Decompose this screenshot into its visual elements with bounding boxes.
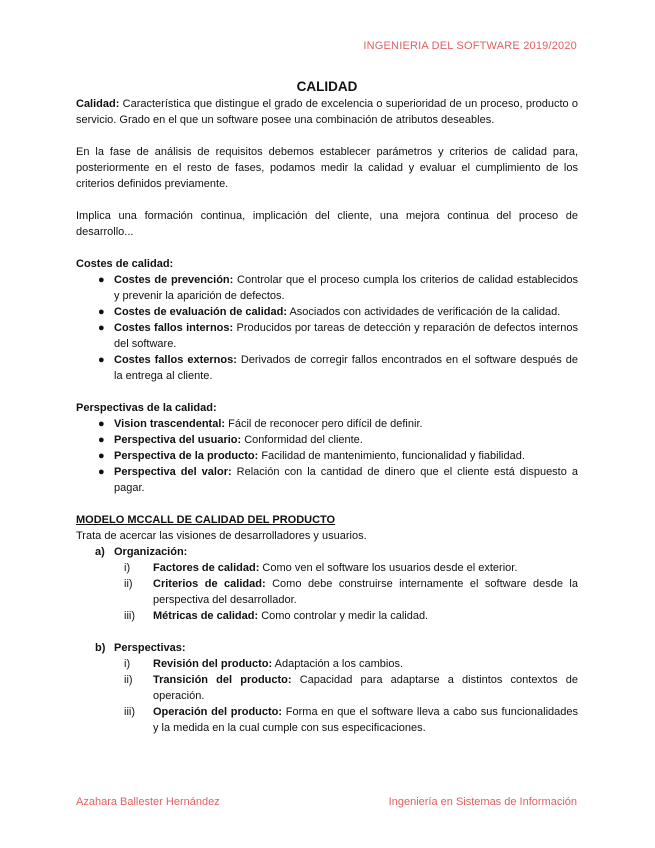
section-label: a) xyxy=(95,546,105,558)
intro-definition-text: Característica que distingue el grado de excelencia o superioridad de un proceso, producto o servicio. Grado en el que un software posee una combinación de atributos deseables. xyxy=(76,98,578,126)
footer-program: Ingeniería en Sistemas de Información xyxy=(388,796,577,808)
item-text: Derivados de corregir fallos encontrados en el software después de la entrega al cliente. xyxy=(114,354,578,382)
list-item xyxy=(76,672,578,704)
costes-list xyxy=(76,272,578,384)
page-content xyxy=(76,79,578,736)
bullet-icon: ● xyxy=(98,306,105,318)
list-item xyxy=(76,448,578,464)
item-term: Perspectiva de la producto: xyxy=(114,450,259,462)
page-header: INGENIERIA DEL SOFTWARE 2019/2020 xyxy=(363,40,577,52)
item-number: ii) xyxy=(124,578,133,590)
list-item xyxy=(76,576,578,608)
item-number: iii) xyxy=(124,706,135,718)
intro-paragraph-3: Implica una formación continua, implicación del cliente, una mejora continua del proceso de desarrollo... xyxy=(76,210,578,238)
list-item xyxy=(76,320,578,352)
item-term: Revisión del producto: xyxy=(153,658,273,670)
bullet-icon: ● xyxy=(98,274,105,286)
section-title: Perspectivas: xyxy=(114,642,186,654)
mccall-section-perspectivas xyxy=(76,640,578,656)
item-text: Controlar que el proceso cumpla los criterios de calidad establecidos y prevenir la aparición de defectos. xyxy=(114,274,578,302)
item-text: Producidos por tareas de detección y reparación de defectos internos del software. xyxy=(114,322,578,350)
item-number: iii) xyxy=(124,610,135,622)
organizacion-list xyxy=(76,560,578,624)
bullet-icon: ● xyxy=(98,450,105,462)
page-title: CALIDAD xyxy=(296,79,358,94)
item-text: Conformidad del cliente. xyxy=(241,434,363,446)
section-title: Organización: xyxy=(114,546,188,558)
perspectivas-mccall-list xyxy=(76,656,578,736)
item-term: Perspectiva del usuario: xyxy=(114,434,242,446)
bullet-icon: ● xyxy=(98,322,105,334)
list-item xyxy=(76,560,578,576)
intro-term: Calidad: xyxy=(76,98,120,110)
bullet-icon: ● xyxy=(98,434,105,446)
item-text: Como debe construirse internamente el software desde la perspectiva del desarrollador. xyxy=(153,578,578,606)
item-number: i) xyxy=(124,562,131,574)
list-item xyxy=(76,416,578,432)
list-item xyxy=(76,464,578,496)
list-item xyxy=(76,352,578,384)
bullet-icon: ● xyxy=(98,354,105,366)
list-item xyxy=(76,704,578,736)
item-text: Capacidad para adaptarse a distintos contextos de operación. xyxy=(153,674,579,702)
perspectivas-list xyxy=(76,416,578,496)
item-number: i) xyxy=(124,658,131,670)
item-number: ii) xyxy=(124,674,133,686)
section-label: b) xyxy=(95,642,106,654)
list-item xyxy=(76,432,578,448)
item-text: Relación con la cantidad de dinero que el cliente está dispuesto a pagar. xyxy=(114,466,578,494)
item-text: Como controlar y medir la calidad. xyxy=(258,610,429,622)
mccall-section-organizacion xyxy=(76,544,578,560)
item-term: Costes fallos externos: xyxy=(114,354,237,366)
item-text: Asociados con actividades de verificación de la calidad. xyxy=(287,306,561,318)
item-term: Métricas de calidad: xyxy=(153,610,259,622)
costes-heading: Costes de calidad: xyxy=(76,258,174,270)
bullet-icon: ● xyxy=(98,466,105,478)
list-item xyxy=(76,272,578,304)
item-text: Fácil de reconocer pero difícil de definir. xyxy=(225,418,423,430)
item-term: Costes de prevención: xyxy=(114,274,234,286)
item-term: Costes fallos internos: xyxy=(114,322,234,334)
item-term: Factores de calidad: xyxy=(153,562,260,574)
item-term: Operación del producto: xyxy=(153,706,283,718)
item-term: Transición del producto: xyxy=(153,674,292,686)
item-term: Perspectiva del valor: xyxy=(114,466,232,478)
intro-definition xyxy=(76,96,578,128)
intro-paragraph-2: En la fase de análisis de requisitos debemos establecer parámetros y criterios de calidad para, posteriormente en el resto de fases, podamos medir la calidad y evaluar el cumplimiento de los criterios definidos previamente. xyxy=(76,146,578,190)
item-term: Criterios de calidad: xyxy=(153,578,266,590)
mccall-heading: MODELO MCCALL DE CALIDAD DEL PRODUCTO xyxy=(76,514,336,526)
item-text: Facilidad de mantenimiento, funcionalidad y fiabilidad. xyxy=(258,450,525,462)
list-item xyxy=(76,608,578,624)
list-item xyxy=(76,656,578,672)
item-text: Adaptación a los cambios. xyxy=(272,658,404,670)
item-term: Costes de evaluación de calidad: xyxy=(114,306,288,318)
mccall-intro: Trata de acercar las visiones de desarrolladores y usuarios. xyxy=(76,530,367,542)
list-item xyxy=(76,304,578,320)
item-text: Forma en que el software lleva a cabo sus funcionalidades y la medida en la cual cumple con sus especificaciones. xyxy=(153,706,578,734)
item-text: Como ven el software los usuarios desde el exterior. xyxy=(259,562,518,574)
item-term: Vision trascendental: xyxy=(114,418,226,430)
footer-author: Azahara Ballester Hernández xyxy=(76,796,220,808)
bullet-icon: ● xyxy=(98,418,105,430)
perspectivas-heading: Perspectivas de la calidad: xyxy=(76,402,217,414)
